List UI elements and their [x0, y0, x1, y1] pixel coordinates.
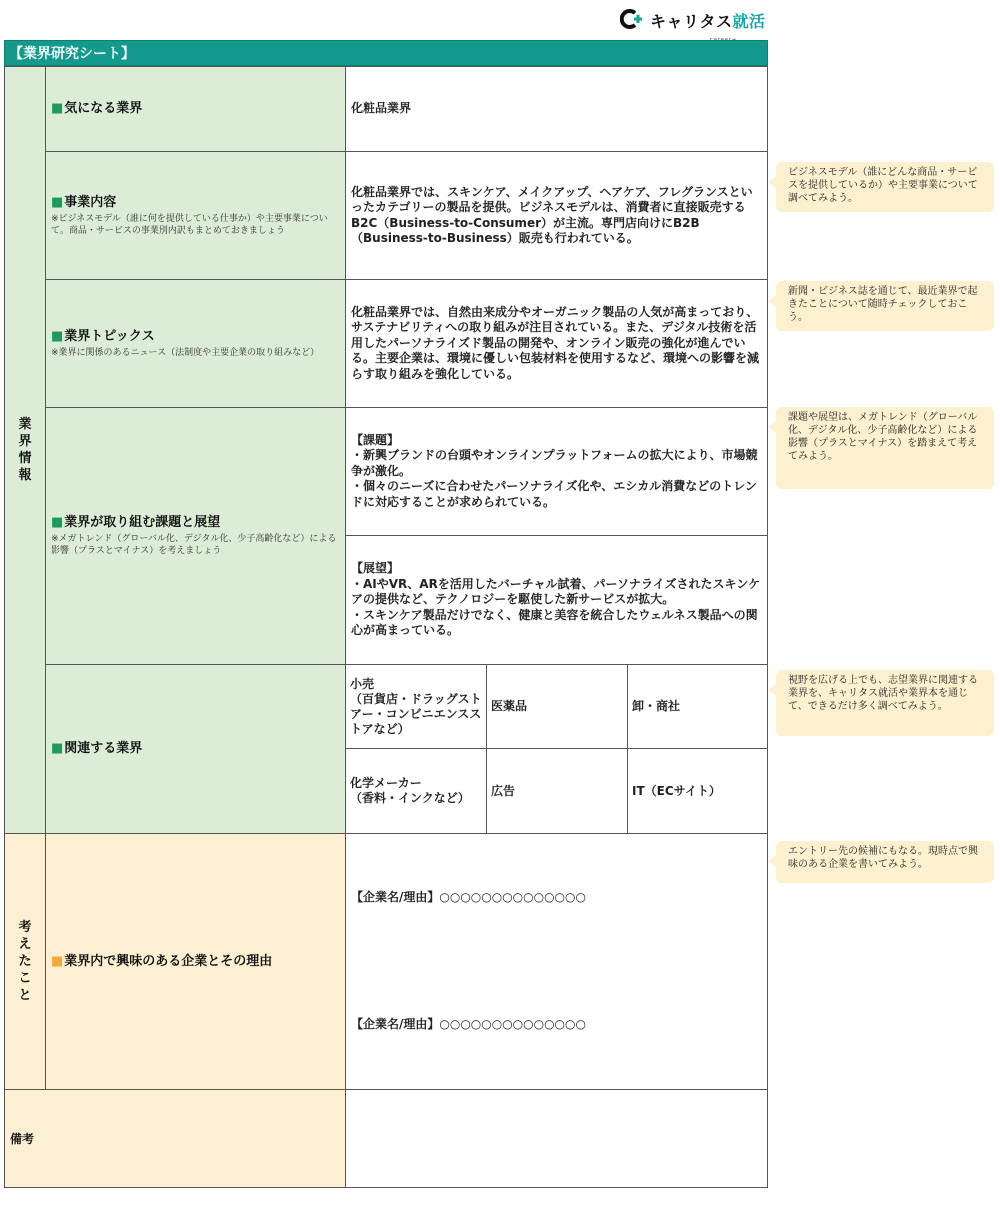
- tip-issues: 課題や展望は、メガトレンド（グローバル化、デジタル化、少子高齢化など）による影響（プラスとマイナス）を踏まえて考えてみよう。: [776, 407, 994, 489]
- logo-text: キャリタス就活: [650, 12, 766, 31]
- green-square-icon: ■: [51, 101, 64, 116]
- field-topics[interactable]: 化粧品業界では、自然由来成分やオーガニック製品の人気が高まっており、サステナビリティへの取り組みが注目されている。また、デジタル技術を活用したパーソナライズド製品の開発や、オンライン販売の強化が進んでいる。主要企業は、環境に優しい包装材料を使用するなど、環境への影響を減らす取り組みを強化している。: [345, 279, 768, 408]
- sheet-title: 【業界研究シート】: [4, 40, 768, 66]
- field-business[interactable]: 化粧品業界では、スキンケア、メイクアップ、ヘアケア、フレグランスといったカテゴリーの製品を提供。ビジネスモデルは、消費者に直接販売するB2C（Business-to-Consumer）が主流。専門店向けにB2B（Business-to-Business）販売も行われている。: [345, 151, 768, 280]
- section-thoughts: 考えたこと: [4, 833, 46, 1090]
- green-square-icon: ■: [51, 194, 64, 210]
- label-related-industries: ■関連する業界: [45, 664, 346, 834]
- label-topics: ■業界トピックス ※業界に関係のあるニュース（法制度や主要企業の取り組みなど）: [45, 279, 346, 408]
- brand-logo: [620, 6, 770, 36]
- section-industry-info: 業界情報: [4, 66, 46, 834]
- green-square-icon: ■: [51, 741, 64, 756]
- field-challenges[interactable]: 【課題】 ・新興ブランドの台頭やオンラインプラットフォームの拡大により、市場競争が激化。 ・個々のニーズに合わせたパーソナライズ化や、エシカル消費などのトレンドに対応することが求められている。: [345, 407, 768, 536]
- tip-related: 視野を広げる上でも、志望業界に関連する業界を、キャリタス就活や業界本を通じて、できるだけ多く調べてみよう。: [776, 670, 994, 736]
- related-industry-item[interactable]: 化学メーカー （香料・インクなど）: [345, 748, 487, 834]
- field-company-entry[interactable]: 【企業名/理由】○○○○○○○○○○○○○○: [345, 833, 768, 962]
- tip-business: ビジネスモデル（誰にどんな商品・サービスを提供しているか）や主要事業について調べてみよう。: [776, 162, 994, 212]
- tip-companies: エントリー先の候補にもなる。現時点で興味のある企業を書いてみよう。: [776, 841, 994, 883]
- field-company-entry[interactable]: 【企業名/理由】○○○○○○○○○○○○○○: [345, 961, 768, 1090]
- label-interested-industry: ■気になる業界: [45, 66, 346, 152]
- logo-c-plus-icon: [620, 8, 642, 30]
- related-industry-item[interactable]: 小売 （百貨店・ドラッグストアー・コンビニエンスストアなど）: [345, 664, 487, 749]
- field-remarks[interactable]: [345, 1089, 768, 1188]
- section-remarks: 備考: [4, 1089, 346, 1188]
- label-business: ■事業内容 ※ビジネスモデル（誰に何を提供している仕事か）や主要事業について。商品・サービスの事業別内訳もまとめておきましょう: [45, 151, 346, 280]
- related-industry-item[interactable]: 卸・商社: [627, 664, 768, 749]
- label-interesting-companies: ■業界内で興味のある企業とその理由: [45, 833, 346, 1090]
- field-interested-industry[interactable]: 化粧品業界: [345, 66, 768, 152]
- related-industry-item[interactable]: IT（ECサイト）: [627, 748, 768, 834]
- related-industry-item[interactable]: 広告: [486, 748, 628, 834]
- label-issues-outlook: ■業界が取り組む課題と展望 ※メガトレンド（グローバル化、デジタル化、少子高齢化など）による影響（プラスとマイナス）を考えましょう: [45, 407, 346, 665]
- orange-square-icon: ■: [51, 953, 64, 969]
- related-industry-item[interactable]: 医薬品: [486, 664, 628, 749]
- tip-topics: 新聞・ビジネス誌を通じて、最近業界で起きたことについて随時チェックしておこう。: [776, 281, 994, 331]
- green-square-icon: ■: [51, 328, 64, 344]
- green-square-icon: ■: [51, 515, 64, 530]
- field-outlook[interactable]: 【展望】 ・AIやVR、ARを活用したバーチャル試着、パーソナライズされたスキンケアの提供など、テクノロジーを駆使した新サービスが拡大。 ・スキンケア製品だけでなく、健康と美容を統合したウェルネス製品への関心が高まっている。: [345, 535, 768, 665]
